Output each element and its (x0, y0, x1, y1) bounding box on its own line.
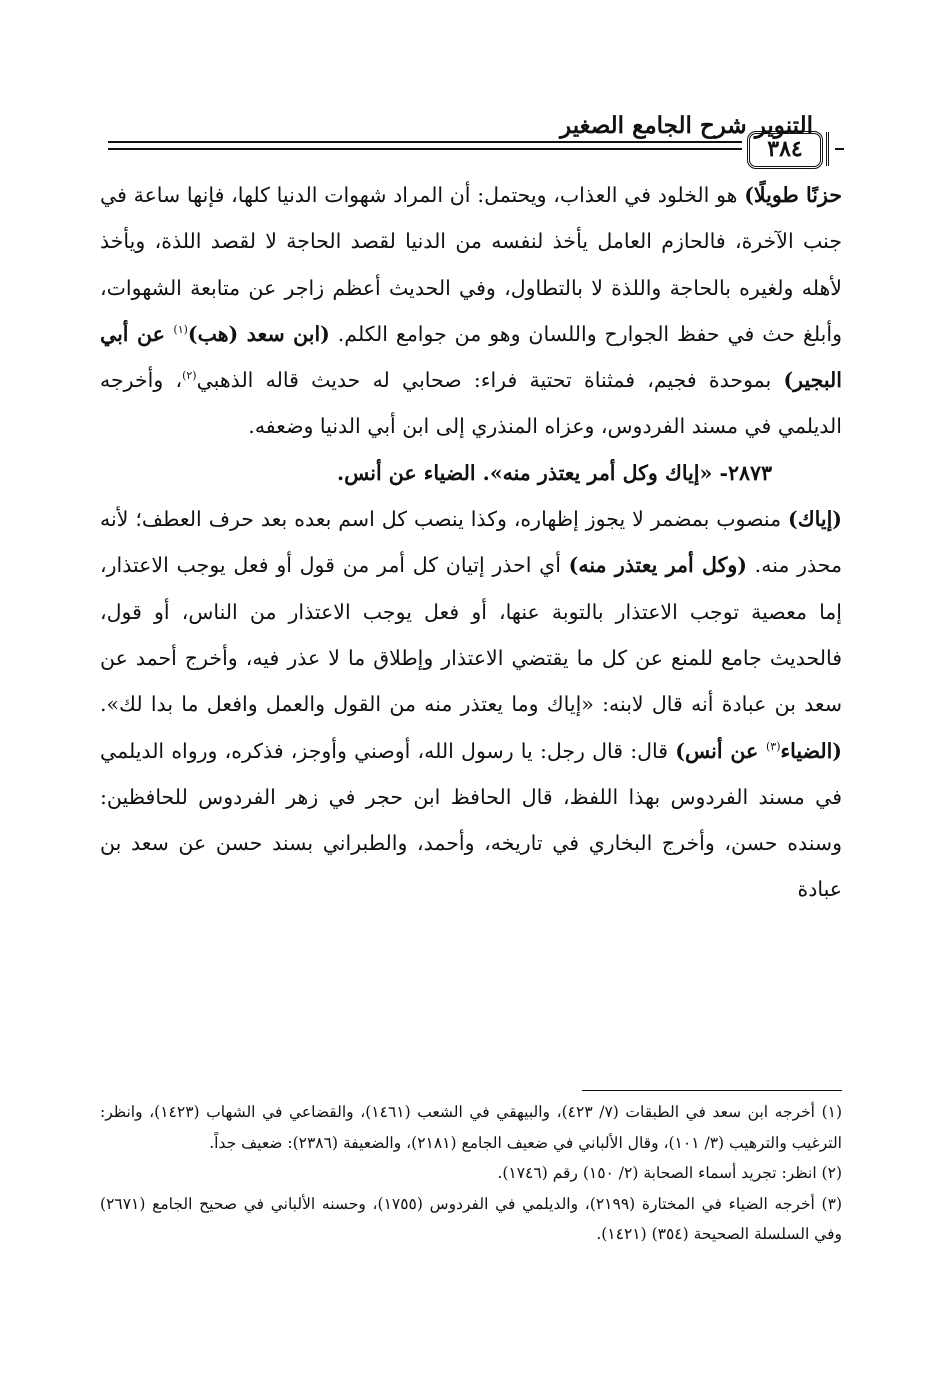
footnote-marker-1: (١) (173, 323, 188, 337)
commentary-text: هو الخلود في العذاب، ويحتمل: أن المراد شهوات الدنيا كلها، فإنها ساعة في جنب الآخرة، فالحازم العامل يأخذ لنفسه من الدنيا لقصد الحاجة لا لقصد اللذة، ويأخذ لأهله ولغيره بالحاجة واللذة لا بالتطاول، وفي الحديث أعظم زاجر عن متابعة الشهوات، وأبلغ حث في حفظ الجوارح واللسان وهو من جوامع الكلم. (100, 183, 842, 346)
bold-term: حزنًا طويلًا) (744, 183, 842, 207)
header-rule-end-tick (835, 148, 844, 150)
page-number: ٣٨٤ (747, 131, 823, 169)
footnote-separator (582, 1090, 842, 1091)
bold-term: (إياك) (788, 507, 842, 532)
commentary-paragraph-1 (100, 172, 842, 450)
commentary-paragraph-2 (100, 496, 842, 913)
source-reference: عن أبي البجير) (100, 321, 842, 393)
bold-term: (وكل أمر يعتذر منه) (568, 553, 747, 578)
source-reference: (ابن سعد (هب) (187, 321, 330, 346)
source-reference: عن أنس) (675, 738, 766, 763)
commentary-text: بموحدة فجيم، فمثناة تحتية فراء: صحابي له حديث قاله الذهبي (196, 368, 784, 393)
header-double-rule (108, 141, 742, 150)
footnote-marker-3: (٣) (765, 739, 781, 753)
commentary-text: منصوب بمضمر لا يجوز إظهاره، وكذا ينصب كل اسم بعده بعد حرف العطف؛ لأنه محذر منه. (100, 507, 842, 578)
commentary-text: أي احذر إتيان كل أمر من قول أو فعل يوجب الاعتذار، إما معصية توجب الاعتذار بالتوبة عنها، أو فعل يوجب الاعتذار من الناس، أو قول، فالحديث جامع للمنع عن كل ما يقتضي الاعتذار وإطلاق ما لا عذر فيه، وأخرج أحمد عن سعد بن عبادة أنه قال لابنه: «إياك وما يعتذر منه من القول والعمل وافعل ما بدا لك». (100, 553, 842, 717)
running-title: التنوير شرح الجامع الصغير (560, 112, 813, 139)
hadith-heading: ٢٨٧٣- «إياك وكل أمر يعتذر منه». الضياء عن أنس. (336, 460, 772, 485)
commentary-text: ، وأخرجه الديلمي في مسند الفردوس، وعزاه المنذري إلى ابن أبي الدنيا وضعفه. (100, 368, 842, 439)
footnote-1: (١) أخرجه ابن سعد في الطبقات (٧/ ٤٢٣)، والبيهقي في الشعب (١٤٦١)، والقضاعي في الشهاب (١٤٢٣)، وانظر: الترغيب والترهيب (٣/ ١٠١)، وقال الألباني في ضعيف الجامع (٢١٨١)، والضعيفة (٢٣٨٦): ضعيف جداً. (100, 1103, 843, 1152)
commentary-text: قال: قال رجل: يا رسول الله، أوصني وأوجز، فذكره، ورواه الديلمي في مسند الفردوس بهذا اللفظ، قال الحافظ ابن حجر في زهر الفردوس للحافظين: وسنده حسن، وأخرج البخاري في تاريخه، وأحمد، والطبراني بسند حسن عن سعد بن عبادة (100, 738, 842, 902)
source-reference: (الضياء (780, 738, 842, 763)
main-text (100, 172, 842, 913)
footnote-2: (٢) انظر: تجريد أسماء الصحابة (٢/ ١٥٠) رقم (١٧٤٦). (497, 1164, 842, 1182)
footnotes (100, 1097, 842, 1250)
footnote-marker-2: (٢) (182, 369, 197, 383)
footnote-3: (٣) أخرجه الضياء في المختارة (٢١٩٩)، والديلمي في الفردوس (١٧٥٥)، وحسنه الألباني في صحيح الجامع (٢٦٧١) وفي السلسلة الصحيحة (٣٥٤) (١٤٢١). (100, 1194, 842, 1243)
